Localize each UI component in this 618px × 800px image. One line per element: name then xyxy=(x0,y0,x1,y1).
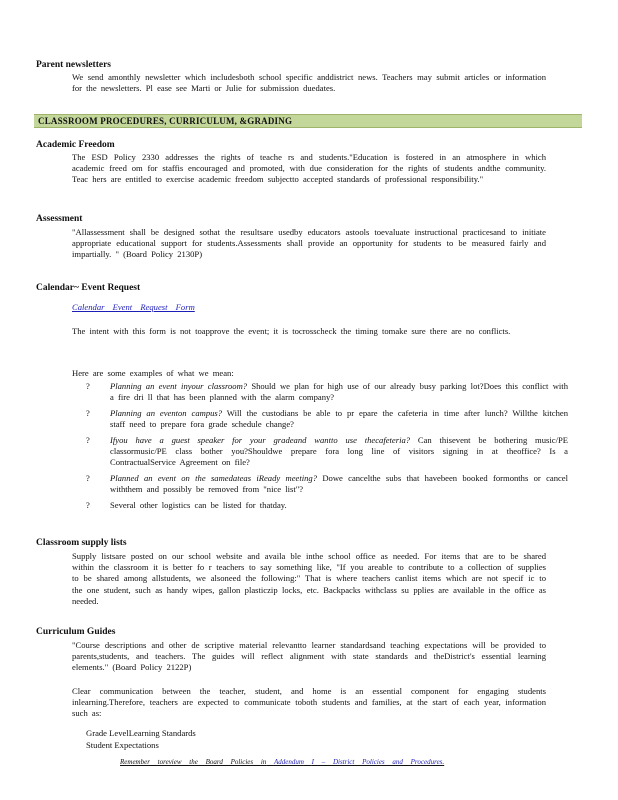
footer-reminder xyxy=(120,758,444,766)
bullet-marker: ? xyxy=(86,381,90,391)
example-question: Ifyou have a guest speaker for your gradeand wantto use thecafeteria? xyxy=(110,434,411,445)
assessment-heading: Assessment xyxy=(36,214,83,224)
academic-freedom-text: The ESD Policy 2330 addresses the rights of teache rs and students."Education is fostered in an atmosphere in which academic freed om for staffis encouraged and promoted, with due consideration for the rights of students andthe community. Teac hers are entitled to exercise academic freedom subjectto accepted standards of professional responsibility." xyxy=(72,152,546,185)
calendar-intent-text: The intent with this form is not toapprove the event; it is tocrosscheck the timing tomake sure there are no conflicts. xyxy=(72,326,511,336)
curriculum-heading: Curriculum Guides xyxy=(36,627,116,637)
curriculum-communication: Clear communication between the teacher, student, and home is an essential component for engaging students inlearning.Therefore, teachers are expected to communicate toboth students and families, at the start of each year, information such as: xyxy=(72,686,546,719)
academic-freedom-heading: Academic Freedom xyxy=(36,140,115,150)
bullet-marker: ? xyxy=(86,499,90,510)
guide-line-expectations: Student Expectations xyxy=(86,740,159,750)
examples-list xyxy=(86,381,568,515)
curriculum-quote: "Course descriptions and other de scriptive material relevantto learner standardsand teaching expectations will be provided to parents,students, and teachers. The guides will reflect alignment with state standards and theDistrict's essential learning elements." (Board Policy 2122P) xyxy=(72,640,546,673)
guide-line-standards: Grade LevelLearning Standards xyxy=(86,728,196,738)
bullet-marker: ? xyxy=(86,434,90,445)
section-band xyxy=(34,114,582,128)
parent-newsletters-heading: Parent newsletters xyxy=(36,60,112,70)
bullet-marker: ? xyxy=(86,407,90,418)
example-question: Planned an event on the samedateas iReady meeting? xyxy=(110,472,318,483)
example-detail: Can thisevent be bothering music/PE classormusic/PE class bother you?Shouldwe prepare fora long line of visitors signing in at theoffice? Is a ContractualService Agreement on file? xyxy=(110,434,568,468)
example-item xyxy=(86,408,568,431)
example-detail: Will the custodians be able to pr epare the cafeteria in time after lunch? Willthe kitchen staff need to prepare fora grade schedule change? xyxy=(110,407,568,430)
example-item xyxy=(86,473,568,496)
example-item xyxy=(86,381,568,404)
examples-intro: Here are some examples of what we mean: xyxy=(72,368,234,378)
example-detail: Dowe cancelthe subs that havebeen booked formonths or cancel withthem and possibly be removed from "nice list"? xyxy=(110,472,569,495)
district-policies-link[interactable]: I – District Policies and Procedures xyxy=(311,758,443,766)
supply-lists-text: Supply listsare posted on our school website and availa ble inthe school office as needed. For items that are to be shared within the classroom it is better fo r teachers to say something like, "If you areable to contribute to a collection of supplies to be shared among allstudents, we alsoneed the following:" That is where teachers canlist items which are not specif ic to the one student, such as handy wipes, gallon plasticzip locks, etc. Backpacks withclass su pplies are available in the office as needed. xyxy=(72,551,546,606)
parent-newsletters-text: We send amonthly newsletter which includesboth school specific anddistrict news. Teachers may submit articles or information for the newsletters. Pl ease see Marti or Julie for submission duedates. xyxy=(72,72,546,94)
footer-prefix: Remember toreview the Board Policies in xyxy=(120,758,267,766)
assessment-text: "Allassessment shall be designed sothat the resultsare usedby educators astools toevaluate instructional practicesand to initiate appropriate educational support for students.Assessments shall provide an opportunity for students to be measured fairly and impartially. " (Board Policy 2130P) xyxy=(72,227,546,260)
calendar-request-form-link[interactable]: Calendar Event Request Form xyxy=(72,302,195,312)
footer-suffix: . xyxy=(442,758,445,766)
example-item xyxy=(86,435,568,469)
calendar-heading: Calendar~ Event Request xyxy=(36,283,141,293)
section-band-title: CLASSROOM PROCEDURES, CURRICULUM, &GRADING xyxy=(38,116,293,126)
supply-lists-heading: Classroom supply lists xyxy=(36,538,127,548)
example-question: Planning an event inyour classroom? xyxy=(110,381,248,391)
addendum-link[interactable]: Addendum xyxy=(273,758,304,766)
example-item xyxy=(86,500,568,511)
example-detail: Several other logistics can be listed for thatday. xyxy=(110,499,287,510)
example-detail: Should we plan for high use of our already busy parking lot?Does this conflict with a fire dri ll that has been planned with the alarm company? xyxy=(110,381,568,403)
example-question: Planning an eventon campus? xyxy=(110,407,223,418)
bullet-marker: ? xyxy=(86,472,90,483)
